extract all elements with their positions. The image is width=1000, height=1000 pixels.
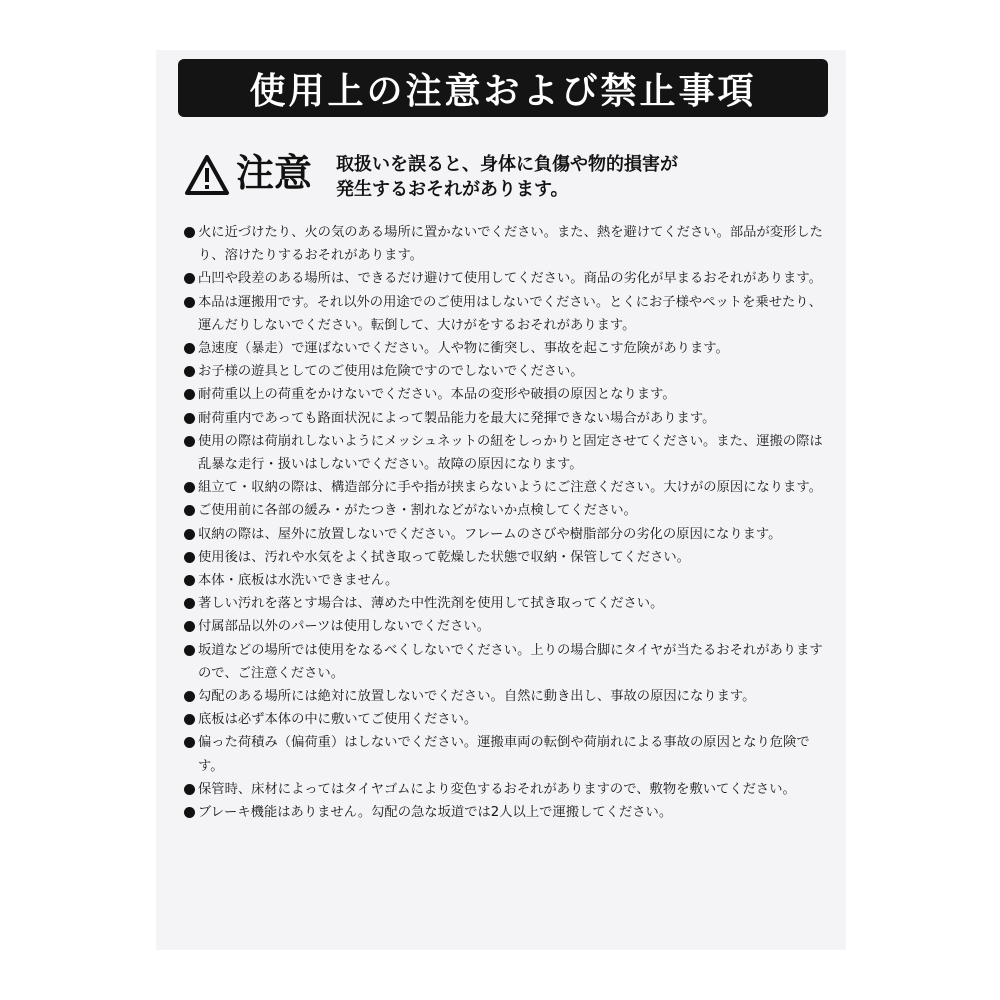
item-text: 本品は運搬用です。それ以外の用途でのご使用はしないでください。とくにお子様やペットを乗せたり、運んだりしないでください。転倒して、大けがをするおそれがあります。: [198, 294, 822, 333]
precaution-list: [184, 221, 832, 824]
list-item: [184, 801, 832, 824]
item-text: 偏った荷積み（偏荷重）はしないでください。運搬車両の転倒や荷崩れによる事故の原因となり危険です。: [198, 735, 810, 774]
item-text: 組立て・収納の際は、構造部分に手や指が挟まらないようにご注意ください。大けがの原因になります。: [198, 480, 822, 496]
bullet-icon: [184, 273, 195, 284]
list-item: [184, 291, 832, 337]
item-text: 凸凹や段差のある場所は、できるだけ避けて使用してください。商品の劣化が早まるおそれがあります。: [198, 271, 822, 287]
instruction-sheet: [156, 50, 846, 950]
list-item: [184, 360, 832, 383]
bullet-icon: [184, 343, 195, 354]
item-text: 耐荷重内であっても路面状況によって製品能力を最大に発揮できない場合があります。: [198, 410, 716, 426]
bullet-icon: [184, 714, 195, 725]
item-text: 収納の際は、屋外に放置しないでください。フレームのさびや樹脂部分の劣化の原因になります。: [198, 526, 782, 542]
bullet-icon: [184, 621, 195, 632]
bullet-icon: [184, 482, 195, 493]
item-text: 坂道などの場所では使用をなるべくしないでください。上りの場合脚にタイヤが当たるおそれがありますので、ご注意ください。: [198, 642, 823, 681]
bullet-icon: [184, 297, 195, 308]
list-item: [184, 383, 832, 406]
bullet-icon: [184, 505, 195, 516]
item-text: 火に近づけたり、火の気のある場所に置かないでください。また、熱を避けてください。部品が変形したり、溶けたりするおそれがあります。: [198, 225, 823, 264]
item-text: お子様の遊具としてのご使用は危険ですのでしないでください。: [198, 364, 584, 380]
item-text: ブレーキ機能はありません。勾配の急な坂道では2人以上で運搬してください。: [198, 805, 673, 821]
bullet-icon: [184, 552, 195, 563]
caution-line-1: 取扱いを誤ると、身体に負傷や物的損害が: [336, 154, 678, 175]
list-item: [184, 731, 832, 777]
list-item: [184, 685, 832, 708]
list-item: [184, 430, 832, 476]
warning-triangle-icon: [184, 154, 230, 196]
item-text: 使用の際は荷崩れしないようにメッシュネットの紐をしっかりと固定させてください。また、運搬の際は乱暴な走行・扱いはしないでください。故障の原因になります。: [198, 433, 823, 473]
list-item: [184, 546, 832, 569]
list-item: [184, 476, 832, 499]
item-text: 耐荷重以上の荷重をかけないでください。本品の変形や破損の原因となります。: [198, 387, 676, 403]
item-text: 付属部品以外のパーツは使用しないでください。: [198, 619, 490, 635]
caution-line-2: 発生するおそれがあります。: [336, 179, 569, 200]
item-text: 保管時、床材によってはタイヤゴムにより変色するおそれがありますので、敷物を敷いてください。: [198, 781, 796, 797]
bullet-icon: [184, 366, 195, 377]
bullet-icon: [184, 737, 195, 748]
list-item: [184, 523, 832, 546]
list-item: [184, 778, 832, 801]
item-text: 本体・底板は水洗いできません。: [198, 573, 399, 589]
caution-header: [184, 150, 824, 206]
bullet-icon: [184, 784, 195, 795]
bullet-icon: [184, 807, 195, 818]
list-item: [184, 592, 832, 615]
caution-label: 注意: [236, 151, 313, 195]
bullet-icon: [184, 389, 195, 400]
page-title: 使用上の注意および禁止事項: [249, 70, 757, 112]
bullet-icon: [184, 598, 195, 609]
item-text: 著しい汚れを落とす場合は、薄めた中性洗剤を使用して拭き取ってください。: [198, 596, 664, 612]
list-item: [184, 267, 832, 290]
item-text: ご使用前に各部の緩み・がたつき・割れなどがないか点検してください。: [198, 503, 637, 519]
list-item: [184, 221, 832, 267]
bullet-icon: [184, 529, 195, 540]
item-text: 使用後は、汚れや水気をよく拭き取って乾燥した状態で収納・保管してください。: [198, 549, 690, 565]
list-item: [184, 337, 832, 360]
item-text: 底板は必ず本体の中に敷いてご使用ください。: [198, 712, 478, 728]
list-item: [184, 639, 832, 685]
bullet-icon: [184, 227, 195, 238]
bullet-icon: [184, 691, 195, 702]
item-text: 勾配のある場所には絶対に放置しないでください。自然に動き出し、事故の原因になります。: [198, 689, 756, 705]
bullet-icon: [184, 575, 195, 586]
list-item: [184, 615, 832, 638]
list-item: [184, 407, 832, 430]
caution-description: [336, 152, 806, 202]
list-item: [184, 499, 832, 522]
bullet-icon: [184, 645, 195, 656]
list-item: [184, 708, 832, 731]
bullet-icon: [184, 436, 195, 447]
item-text: 急速度（暴走）で運ばないでください。人や物に衝突し、事故を起こす危険があります。: [198, 341, 729, 357]
title-banner: [178, 59, 828, 117]
bullet-icon: [184, 413, 195, 424]
list-item: [184, 569, 832, 592]
